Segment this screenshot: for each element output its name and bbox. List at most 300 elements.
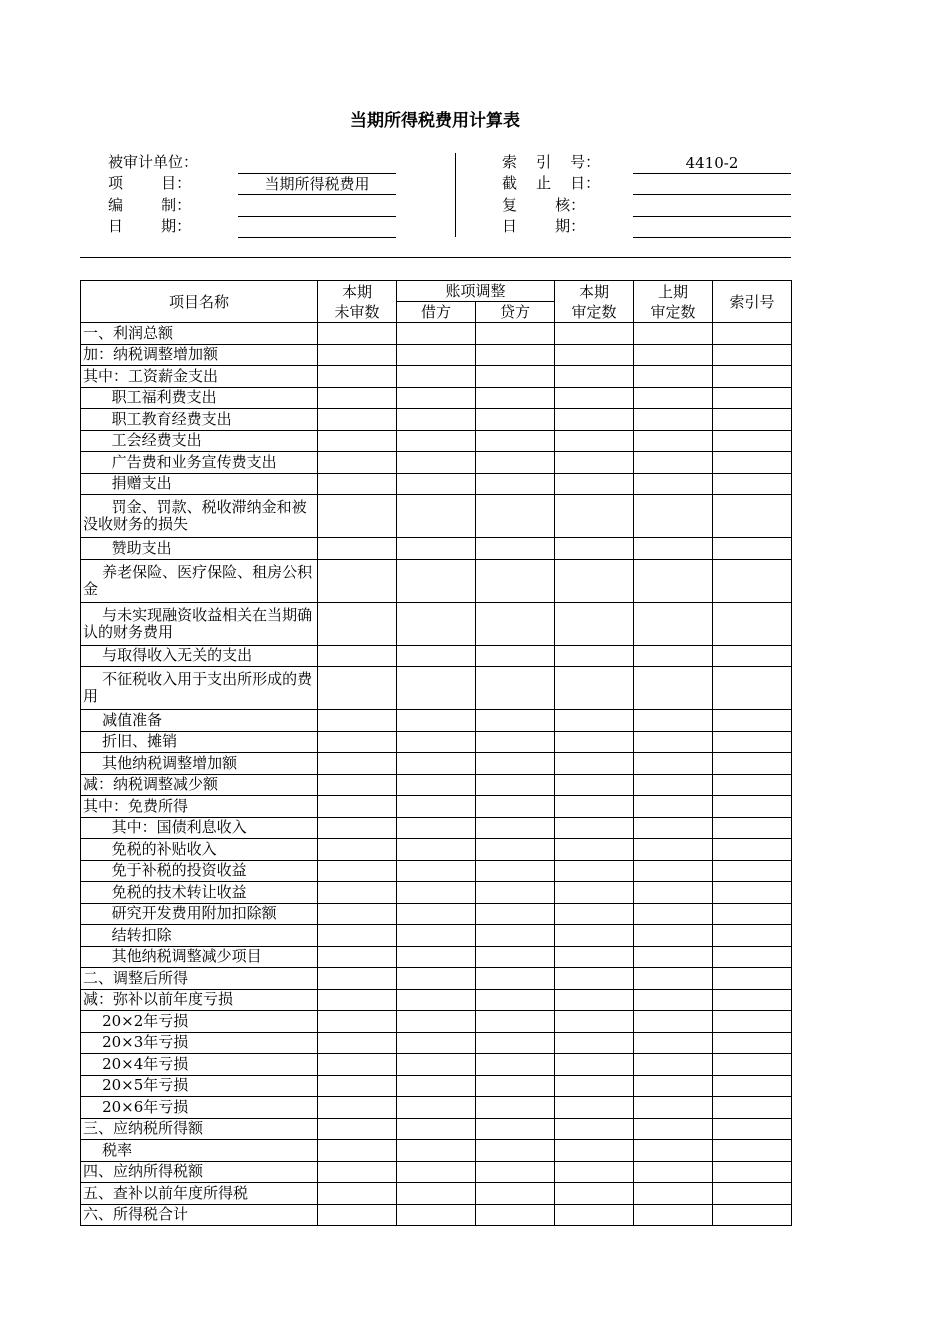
table-row: [81, 946, 792, 968]
cell-debit[interactable]: [397, 1011, 476, 1033]
cell-current-unaudited[interactable]: [318, 882, 397, 904]
cell-debit[interactable]: [397, 409, 476, 431]
cell-prior-audited[interactable]: [634, 968, 713, 990]
cell-debit[interactable]: [397, 903, 476, 925]
cell-index[interactable]: [713, 753, 792, 775]
cell-debit[interactable]: [397, 925, 476, 947]
review-date-field[interactable]: [633, 217, 791, 238]
cell-prior-audited[interactable]: [634, 602, 713, 645]
cell-debit[interactable]: [397, 968, 476, 990]
cell-index[interactable]: [713, 839, 792, 861]
table-row: [81, 968, 792, 990]
col-prior-audited-line1: 上期: [657, 282, 688, 301]
auditee-label: 被审计单位：: [108, 153, 199, 171]
cutoff-date-field[interactable]: [633, 174, 791, 195]
cell-current-unaudited[interactable]: [318, 1054, 397, 1076]
table-row: [81, 366, 792, 388]
page-title: 当期所得税费用计算表: [350, 111, 520, 131]
cell-current-unaudited[interactable]: [318, 602, 397, 645]
cell-index[interactable]: [713, 559, 792, 602]
cell-debit[interactable]: [397, 817, 476, 839]
cell-current-unaudited[interactable]: [318, 387, 397, 409]
table-row: [81, 903, 792, 925]
cell-debit[interactable]: [397, 1054, 476, 1076]
cell-debit[interactable]: [397, 774, 476, 796]
index-no-field[interactable]: 4410-2: [633, 153, 791, 174]
col-current-audited-line1: 本期: [578, 282, 609, 301]
row-item-name: 免于补税的投资收益: [81, 860, 318, 882]
cell-debit[interactable]: [397, 1161, 476, 1183]
cell-current-audited[interactable]: [555, 323, 634, 345]
cell-prior-audited[interactable]: [634, 1075, 713, 1097]
cell-credit[interactable]: [476, 409, 555, 431]
cell-index[interactable]: [713, 1054, 792, 1076]
cell-credit[interactable]: [476, 774, 555, 796]
table-row: [81, 882, 792, 904]
cell-credit[interactable]: [476, 495, 555, 538]
cell-credit[interactable]: [476, 753, 555, 775]
cell-index[interactable]: [713, 1075, 792, 1097]
cell-debit[interactable]: [397, 366, 476, 388]
table-row: [81, 796, 792, 818]
row-item-name: 罚金、罚款、税收滞纳金和被没收财务的损失: [81, 495, 318, 538]
cell-debit[interactable]: [397, 1032, 476, 1054]
cell-index[interactable]: [713, 1204, 792, 1226]
cell-prior-audited[interactable]: [634, 946, 713, 968]
cell-index[interactable]: [713, 344, 792, 366]
cell-current-audited[interactable]: [555, 731, 634, 753]
item-field[interactable]: 当期所得税费用: [238, 174, 396, 195]
cell-prior-audited[interactable]: [634, 323, 713, 345]
cell-index[interactable]: [713, 538, 792, 560]
cell-current-unaudited[interactable]: [318, 409, 397, 431]
cell-current-audited[interactable]: [555, 817, 634, 839]
cell-prior-audited[interactable]: [634, 495, 713, 538]
col-debit: 借方: [397, 302, 476, 323]
table-row: [81, 710, 792, 732]
cell-prior-audited[interactable]: [634, 1097, 713, 1119]
cell-current-audited[interactable]: [555, 1054, 634, 1076]
cell-debit[interactable]: [397, 344, 476, 366]
cell-credit[interactable]: [476, 1097, 555, 1119]
cell-credit[interactable]: [476, 667, 555, 710]
cell-current-unaudited[interactable]: [318, 989, 397, 1011]
cell-current-unaudited[interactable]: [318, 796, 397, 818]
cell-current-unaudited[interactable]: [318, 1204, 397, 1226]
cell-current-unaudited[interactable]: [318, 753, 397, 775]
cell-prior-audited[interactable]: [634, 1183, 713, 1205]
cell-credit[interactable]: [476, 1075, 555, 1097]
table-row: [81, 452, 792, 474]
cell-current-unaudited[interactable]: [318, 667, 397, 710]
cell-current-unaudited[interactable]: [318, 817, 397, 839]
cell-prior-audited[interactable]: [634, 1140, 713, 1162]
cell-index[interactable]: [713, 925, 792, 947]
cell-debit[interactable]: [397, 1183, 476, 1205]
cell-prior-audited[interactable]: [634, 1054, 713, 1076]
cell-prior-audited[interactable]: [634, 473, 713, 495]
cell-current-unaudited[interactable]: [318, 366, 397, 388]
cell-index[interactable]: [713, 1032, 792, 1054]
cell-prior-audited[interactable]: [634, 731, 713, 753]
table-row: [81, 925, 792, 947]
cell-current-unaudited[interactable]: [318, 1183, 397, 1205]
table-row: [81, 1011, 792, 1033]
cell-current-audited[interactable]: [555, 559, 634, 602]
cell-credit[interactable]: [476, 925, 555, 947]
prepared-date-field[interactable]: [238, 217, 396, 238]
cell-current-audited[interactable]: [555, 1204, 634, 1226]
cell-prior-audited[interactable]: [634, 366, 713, 388]
cell-current-unaudited[interactable]: [318, 1161, 397, 1183]
cell-current-audited[interactable]: [555, 645, 634, 667]
cell-current-audited[interactable]: [555, 774, 634, 796]
cell-credit[interactable]: [476, 882, 555, 904]
row-item-name: 20×2年亏损: [81, 1011, 318, 1033]
cell-debit[interactable]: [397, 989, 476, 1011]
row-item-name: 减值准备: [81, 710, 318, 732]
cell-credit[interactable]: [476, 1032, 555, 1054]
cell-current-audited[interactable]: [555, 1140, 634, 1162]
cell-debit[interactable]: [397, 559, 476, 602]
cell-credit[interactable]: [476, 602, 555, 645]
cell-debit[interactable]: [397, 473, 476, 495]
cell-current-audited[interactable]: [555, 366, 634, 388]
cell-prior-audited[interactable]: [634, 1032, 713, 1054]
cell-current-audited[interactable]: [555, 882, 634, 904]
cell-index[interactable]: [713, 860, 792, 882]
table-row: [81, 753, 792, 775]
cell-current-audited[interactable]: [555, 1032, 634, 1054]
table-row: [81, 839, 792, 861]
cell-debit[interactable]: [397, 1118, 476, 1140]
cell-index[interactable]: [713, 882, 792, 904]
cell-current-audited[interactable]: [555, 1097, 634, 1119]
cell-credit[interactable]: [476, 323, 555, 345]
cell-current-unaudited[interactable]: [318, 1075, 397, 1097]
cell-debit[interactable]: [397, 946, 476, 968]
cell-index[interactable]: [713, 387, 792, 409]
table-row: [81, 409, 792, 431]
row-item-name: 三、应纳税所得额: [81, 1118, 318, 1140]
row-item-name: 工会经费支出: [81, 430, 318, 452]
table-row: [81, 731, 792, 753]
cell-current-audited[interactable]: [555, 1183, 634, 1205]
cell-prior-audited[interactable]: [634, 387, 713, 409]
cell-debit[interactable]: [397, 538, 476, 560]
cell-current-unaudited[interactable]: [318, 430, 397, 452]
table-row: [81, 667, 792, 710]
cell-credit[interactable]: [476, 989, 555, 1011]
cell-index[interactable]: [713, 1118, 792, 1140]
col-current-unaudited-line1: 本期: [341, 282, 372, 301]
row-item-name: 减：纳税调整减少额: [81, 774, 318, 796]
reviewer-field[interactable]: [633, 196, 791, 217]
cell-credit[interactable]: [476, 344, 555, 366]
cell-prior-audited[interactable]: [634, 882, 713, 904]
cell-debit[interactable]: [397, 1075, 476, 1097]
cell-current-unaudited[interactable]: [318, 903, 397, 925]
cell-current-audited[interactable]: [555, 667, 634, 710]
cell-index[interactable]: [713, 731, 792, 753]
table-row: [81, 1204, 792, 1226]
cell-index[interactable]: [713, 452, 792, 474]
cell-current-audited[interactable]: [555, 409, 634, 431]
cell-prior-audited[interactable]: [634, 538, 713, 560]
cell-credit[interactable]: [476, 731, 555, 753]
cell-index[interactable]: [713, 903, 792, 925]
auditee-field[interactable]: [238, 153, 396, 174]
cell-index[interactable]: [713, 645, 792, 667]
index-no-label: 索 引 号：: [502, 153, 601, 171]
col-index: 索引号: [713, 281, 792, 323]
cell-current-audited[interactable]: [555, 925, 634, 947]
row-item-name: 免税的补贴收入: [81, 839, 318, 861]
cell-index[interactable]: [713, 473, 792, 495]
cell-debit[interactable]: [397, 495, 476, 538]
cell-credit[interactable]: [476, 452, 555, 474]
cell-current-unaudited[interactable]: [318, 645, 397, 667]
table-row: [81, 495, 792, 538]
row-item-name: 结转扣除: [81, 925, 318, 947]
cell-current-audited[interactable]: [555, 387, 634, 409]
table-row: [81, 817, 792, 839]
cell-index[interactable]: [713, 1097, 792, 1119]
cell-prior-audited[interactable]: [634, 817, 713, 839]
cell-current-unaudited[interactable]: [318, 1097, 397, 1119]
cell-credit[interactable]: [476, 946, 555, 968]
cell-credit[interactable]: [476, 860, 555, 882]
cell-index[interactable]: [713, 1183, 792, 1205]
row-item-name: 一、利润总额: [81, 323, 318, 345]
cell-current-unaudited[interactable]: [318, 710, 397, 732]
cell-credit[interactable]: [476, 1161, 555, 1183]
row-item-name: 其中：免费所得: [81, 796, 318, 818]
cell-prior-audited[interactable]: [634, 559, 713, 602]
cell-current-audited[interactable]: [555, 903, 634, 925]
cell-current-audited[interactable]: [555, 753, 634, 775]
cell-credit[interactable]: [476, 538, 555, 560]
cell-debit[interactable]: [397, 839, 476, 861]
cell-prior-audited[interactable]: [634, 839, 713, 861]
row-item-name: 职工福利费支出: [81, 387, 318, 409]
cell-prior-audited[interactable]: [634, 774, 713, 796]
header-rule: [80, 257, 791, 258]
cell-debit[interactable]: [397, 645, 476, 667]
cell-index[interactable]: [713, 817, 792, 839]
cell-current-audited[interactable]: [555, 860, 634, 882]
cell-index[interactable]: [713, 796, 792, 818]
cell-debit[interactable]: [397, 1140, 476, 1162]
cell-debit[interactable]: [397, 860, 476, 882]
cell-current-unaudited[interactable]: [318, 1140, 397, 1162]
cell-index[interactable]: [713, 946, 792, 968]
table-body: [81, 323, 792, 1226]
cell-credit[interactable]: [476, 645, 555, 667]
cell-current-audited[interactable]: [555, 495, 634, 538]
prepared-date-label: 日 期：: [108, 217, 192, 235]
cell-credit[interactable]: [476, 1204, 555, 1226]
cell-index[interactable]: [713, 989, 792, 1011]
cell-index[interactable]: [713, 323, 792, 345]
cell-credit[interactable]: [476, 430, 555, 452]
cell-prior-audited[interactable]: [634, 409, 713, 431]
cell-current-unaudited[interactable]: [318, 839, 397, 861]
table-row: [81, 387, 792, 409]
cell-current-audited[interactable]: [555, 796, 634, 818]
cell-credit[interactable]: [476, 559, 555, 602]
cell-debit[interactable]: [397, 1097, 476, 1119]
cell-credit[interactable]: [476, 796, 555, 818]
table-row: [81, 430, 792, 452]
cell-current-audited[interactable]: [555, 1161, 634, 1183]
cell-index[interactable]: [713, 1011, 792, 1033]
cell-current-unaudited[interactable]: [318, 473, 397, 495]
cell-prior-audited[interactable]: [634, 430, 713, 452]
cell-prior-audited[interactable]: [634, 989, 713, 1011]
cell-debit[interactable]: [397, 602, 476, 645]
cell-credit[interactable]: [476, 1054, 555, 1076]
cell-current-audited[interactable]: [555, 1011, 634, 1033]
cell-current-unaudited[interactable]: [318, 1011, 397, 1033]
table-row: [81, 1075, 792, 1097]
cell-credit[interactable]: [476, 710, 555, 732]
cell-debit[interactable]: [397, 882, 476, 904]
cell-debit[interactable]: [397, 796, 476, 818]
cell-current-unaudited[interactable]: [318, 1118, 397, 1140]
cell-credit[interactable]: [476, 473, 555, 495]
cell-current-unaudited[interactable]: [318, 946, 397, 968]
cell-index[interactable]: [713, 1140, 792, 1162]
row-item-name: 20×6年亏损: [81, 1097, 318, 1119]
cell-prior-audited[interactable]: [634, 1118, 713, 1140]
cell-prior-audited[interactable]: [634, 1011, 713, 1033]
cell-credit[interactable]: [476, 366, 555, 388]
cell-prior-audited[interactable]: [634, 645, 713, 667]
table-row: [81, 1118, 792, 1140]
row-item-name: 养老保险、医疗保险、租房公积金: [81, 559, 318, 602]
cell-debit[interactable]: [397, 710, 476, 732]
cell-current-audited[interactable]: [555, 1118, 634, 1140]
cell-debit[interactable]: [397, 452, 476, 474]
cell-credit[interactable]: [476, 817, 555, 839]
cell-debit[interactable]: [397, 387, 476, 409]
cell-prior-audited[interactable]: [634, 796, 713, 818]
cell-index[interactable]: [713, 667, 792, 710]
row-item-name: 其他纳税调整增加额: [81, 753, 318, 775]
cell-prior-audited[interactable]: [634, 903, 713, 925]
cell-current-audited[interactable]: [555, 473, 634, 495]
cell-current-unaudited[interactable]: [318, 968, 397, 990]
cell-debit[interactable]: [397, 323, 476, 345]
cell-index[interactable]: [713, 968, 792, 990]
cell-current-audited[interactable]: [555, 602, 634, 645]
cell-current-unaudited[interactable]: [318, 538, 397, 560]
cell-prior-audited[interactable]: [634, 710, 713, 732]
cell-current-audited[interactable]: [555, 989, 634, 1011]
cell-current-unaudited[interactable]: [318, 452, 397, 474]
cell-index[interactable]: [713, 366, 792, 388]
cell-current-audited[interactable]: [555, 430, 634, 452]
cell-debit[interactable]: [397, 430, 476, 452]
cell-current-unaudited[interactable]: [318, 495, 397, 538]
cell-current-audited[interactable]: [555, 710, 634, 732]
cell-credit[interactable]: [476, 387, 555, 409]
cell-prior-audited[interactable]: [634, 667, 713, 710]
cell-current-unaudited[interactable]: [318, 774, 397, 796]
cell-current-unaudited[interactable]: [318, 559, 397, 602]
cell-prior-audited[interactable]: [634, 1161, 713, 1183]
row-item-name: 20×5年亏损: [81, 1075, 318, 1097]
cell-current-audited[interactable]: [555, 452, 634, 474]
cell-current-audited[interactable]: [555, 968, 634, 990]
cell-debit[interactable]: [397, 667, 476, 710]
col-current-audited-line2: 审定数: [571, 302, 617, 321]
cell-credit[interactable]: [476, 968, 555, 990]
table-row: [81, 1183, 792, 1205]
cell-credit[interactable]: [476, 903, 555, 925]
cell-prior-audited[interactable]: [634, 344, 713, 366]
table-row: [81, 1140, 792, 1162]
cell-prior-audited[interactable]: [634, 1204, 713, 1226]
cell-current-unaudited[interactable]: [318, 925, 397, 947]
cell-credit[interactable]: [476, 839, 555, 861]
cell-current-unaudited[interactable]: [318, 731, 397, 753]
cell-prior-audited[interactable]: [634, 860, 713, 882]
cell-credit[interactable]: [476, 1011, 555, 1033]
cell-credit[interactable]: [476, 1183, 555, 1205]
header-divider: [455, 153, 456, 237]
cell-current-audited[interactable]: [555, 1075, 634, 1097]
cell-prior-audited[interactable]: [634, 452, 713, 474]
prepared-by-field[interactable]: [238, 196, 396, 217]
col-current-unaudited-line2: 未审数: [334, 302, 380, 321]
table-row: [81, 559, 792, 602]
row-item-name: 其他纳税调整减少项目: [81, 946, 318, 968]
cell-debit[interactable]: [397, 1204, 476, 1226]
cell-credit[interactable]: [476, 1118, 555, 1140]
col-prior-audited-line2: 审定数: [650, 302, 696, 321]
cell-index[interactable]: [713, 710, 792, 732]
cell-prior-audited[interactable]: [634, 753, 713, 775]
cell-debit[interactable]: [397, 753, 476, 775]
cell-current-unaudited[interactable]: [318, 344, 397, 366]
row-item-name: 二、调整后所得: [81, 968, 318, 990]
row-item-name: 六、所得税合计: [81, 1204, 318, 1226]
cell-index[interactable]: [713, 1161, 792, 1183]
cell-current-unaudited[interactable]: [318, 860, 397, 882]
cell-index[interactable]: [713, 495, 792, 538]
row-item-name: 不征税收入用于支出所形成的费用: [81, 667, 318, 710]
cell-debit[interactable]: [397, 731, 476, 753]
cell-current-audited[interactable]: [555, 946, 634, 968]
row-item-name: 与未实现融资收益相关在当期确认的财务费用: [81, 602, 318, 645]
row-item-name: 加：纳税调整增加额: [81, 344, 318, 366]
table-row: [81, 473, 792, 495]
cell-current-unaudited[interactable]: [318, 1032, 397, 1054]
cell-current-audited[interactable]: [555, 344, 634, 366]
cell-current-audited[interactable]: [555, 839, 634, 861]
cell-index[interactable]: [713, 774, 792, 796]
cell-current-unaudited[interactable]: [318, 323, 397, 345]
cell-credit[interactable]: [476, 1140, 555, 1162]
cell-index[interactable]: [713, 602, 792, 645]
cell-index[interactable]: [713, 430, 792, 452]
cell-index[interactable]: [713, 409, 792, 431]
cell-current-audited[interactable]: [555, 538, 634, 560]
cell-prior-audited[interactable]: [634, 925, 713, 947]
row-item-name: 减：弥补以前年度亏损: [81, 989, 318, 1011]
